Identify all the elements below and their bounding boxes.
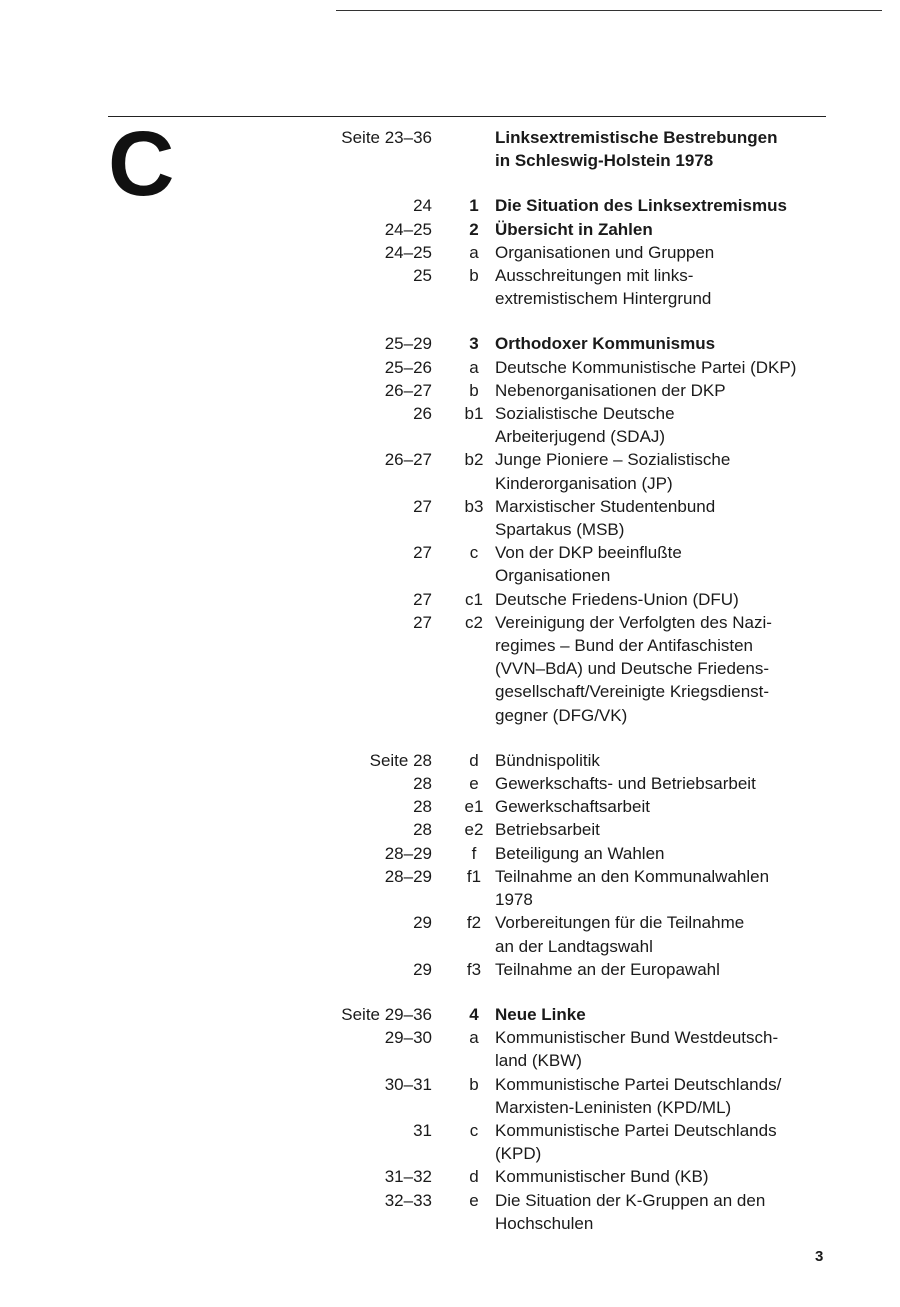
toc-title: Betriebsarbeit	[495, 820, 600, 840]
toc-page-range: 26	[413, 404, 432, 424]
toc-entry	[0, 842, 900, 865]
toc-page-range: 28	[413, 774, 432, 794]
toc-page-range: 24–25	[384, 242, 432, 262]
toc-section-number: b1	[464, 404, 484, 424]
toc-page-range: 25–26	[384, 357, 432, 377]
toc-entry	[0, 749, 900, 772]
page-number: 3	[815, 1248, 824, 1265]
toc-entry	[0, 402, 900, 448]
section-divider	[108, 116, 826, 117]
toc-entry	[0, 865, 900, 911]
toc-page-range: 29	[413, 959, 432, 979]
toc-entry	[0, 379, 900, 402]
toc-page-range: 29	[413, 913, 432, 933]
toc-section-number: 2	[469, 219, 479, 239]
toc-entry	[0, 1119, 900, 1165]
toc-page-range: 29–30	[384, 1028, 432, 1048]
toc-section-number: c2	[465, 612, 483, 632]
toc-title: Kommunistische Partei Deutschlands/ Marxisten-Leninisten (KPD/ML)	[495, 1074, 782, 1117]
toc-entry	[0, 1165, 900, 1188]
toc-page-range: 26–27	[384, 380, 432, 400]
toc-entry	[0, 1073, 900, 1119]
toc-section-number: c1	[465, 589, 483, 609]
toc-entry	[0, 911, 900, 957]
toc-section-number: c	[469, 1120, 479, 1140]
toc-title: Kommunistische Partei Deutschlands (KPD)	[495, 1120, 777, 1164]
toc-page-range: 27	[413, 496, 432, 516]
toc-section-number: b2	[464, 450, 484, 470]
toc-section-number: 3	[469, 334, 479, 354]
toc-page-range: 25	[413, 266, 432, 286]
toc-title: Kommunistischer Bund (KB)	[495, 1167, 709, 1187]
toc-section-number: f2	[466, 913, 482, 933]
toc-title: Orthodoxer Kommunismus	[495, 334, 716, 354]
toc-section-number: a	[469, 242, 479, 262]
toc-entry	[0, 495, 900, 541]
toc-entry	[0, 448, 900, 494]
toc-title: Gewerkschaftsarbeit	[495, 797, 650, 817]
toc-title: Teilnahme an den Kommunalwahlen 1978	[495, 866, 770, 910]
toc-page-range: 28–29	[384, 843, 432, 863]
toc-entry	[0, 541, 900, 587]
toc-title: Deutsche Friedens-Union (DFU)	[495, 589, 739, 609]
toc-section-number: e2	[464, 820, 484, 840]
toc-title: Nebenorganisationen der DKP	[495, 380, 726, 400]
toc-title: Teilnahme an der Europawahl	[495, 959, 720, 979]
toc-entry	[0, 356, 900, 379]
toc-section-number: a	[469, 1028, 479, 1048]
toc-title: Von der DKP beeinflußte Organisationen	[495, 543, 682, 586]
toc-title: Organisationen und Gruppen	[495, 242, 715, 262]
toc-page-range: 27	[413, 612, 432, 632]
toc-title: Neue Linke	[495, 1004, 586, 1024]
toc-page-range: 27	[413, 589, 432, 609]
toc-page-range: 31–32	[384, 1167, 432, 1187]
toc-section-number: 4	[469, 1004, 479, 1024]
toc-entry	[0, 1003, 900, 1026]
toc-title: Die Situation des Linksextremismus	[495, 196, 787, 216]
toc-page-range: 31	[413, 1120, 432, 1140]
toc-entry	[0, 1189, 900, 1235]
table-of-contents	[0, 126, 900, 1235]
toc-title: Sozialistische Deutsche Arbeiterjugend (SDAJ)	[495, 404, 675, 447]
toc-entry	[0, 241, 900, 264]
toc-page-range: 28	[413, 820, 432, 840]
toc-section-number: d	[469, 1167, 479, 1187]
toc-entry	[0, 1026, 900, 1072]
toc-section-number: b	[469, 266, 479, 286]
toc-section-number: b	[469, 1074, 479, 1094]
toc-section-number: e	[469, 774, 479, 794]
toc-page-range: 24–25	[384, 219, 432, 239]
top-rule	[336, 10, 882, 11]
toc-page-range: Seite 23–36	[341, 128, 432, 147]
toc-section-number: 1	[469, 196, 479, 216]
section-letter: C	[108, 113, 175, 215]
toc-title: Kommunistischer Bund Westdeutsch- land (KBW)	[495, 1028, 779, 1071]
toc-section-number: d	[469, 750, 479, 770]
toc-title: Gewerkschafts- und Betriebsarbeit	[495, 774, 756, 794]
toc-page-range: Seite 28	[369, 750, 432, 770]
toc-title: Übersicht in Zahlen	[495, 219, 653, 239]
toc-section-number: b3	[464, 496, 484, 516]
toc-section-number: a	[469, 357, 479, 377]
toc-page-range: 30–31	[384, 1074, 432, 1094]
toc-entry	[0, 264, 900, 310]
toc-page-range: 32–33	[384, 1190, 432, 1210]
toc-page-range: Seite 29–36	[341, 1004, 432, 1024]
toc-title: Bündnispolitik	[495, 750, 600, 770]
toc-title: Beteiligung an Wahlen	[495, 843, 665, 863]
toc-title: Vereinigung der Verfolgten des Nazi- regimes – Bund der Antifaschisten (VVN–BdA) und Deutsche Friedens- gesellschaft/Vereinigte Kriegsdienst- gegner (DFG/VK)	[495, 612, 772, 725]
toc-section-number: b	[469, 380, 479, 400]
toc-section-number: f1	[466, 866, 482, 886]
toc-entry	[0, 611, 900, 727]
toc-entry	[0, 332, 900, 355]
toc-page-range: 25–29	[384, 334, 432, 354]
toc-entry	[0, 795, 900, 818]
toc-page-range: 28–29	[384, 866, 432, 886]
toc-entry	[0, 818, 900, 841]
toc-title: Vorbereitungen für die Teilnahme an der Landtagswahl	[495, 913, 745, 956]
toc-entry	[0, 126, 900, 172]
toc-title: Deutsche Kommunistische Partei (DKP)	[495, 357, 797, 377]
toc-title: Junge Pioniere – Sozialistische Kinderorganisation (JP)	[495, 450, 731, 493]
toc-page-range: 27	[413, 543, 432, 563]
toc-title: Ausschreitungen mit links- extremistischem Hintergrund	[495, 266, 712, 309]
toc-section-number: e1	[464, 797, 484, 817]
toc-section-number: e	[469, 1190, 479, 1210]
toc-page-range: 24	[413, 196, 432, 216]
toc-page-range: 26–27	[384, 450, 432, 470]
toc-title: Marxistischer Studentenbund Spartakus (MSB)	[495, 496, 716, 540]
toc-entry	[0, 958, 900, 981]
toc-page-range: 28	[413, 797, 432, 817]
toc-entry	[0, 194, 900, 217]
toc-entry	[0, 218, 900, 241]
toc-section-number: f	[471, 843, 477, 863]
toc-title: Die Situation der K-Gruppen an den Hochschulen	[495, 1190, 766, 1233]
toc-section-number: c	[469, 543, 479, 563]
toc-entry	[0, 772, 900, 795]
toc-entry	[0, 588, 900, 611]
toc-section-number: f3	[466, 959, 482, 979]
toc-title: Linksextremistische Bestrebungen in Schleswig-Holstein 1978	[495, 128, 778, 171]
